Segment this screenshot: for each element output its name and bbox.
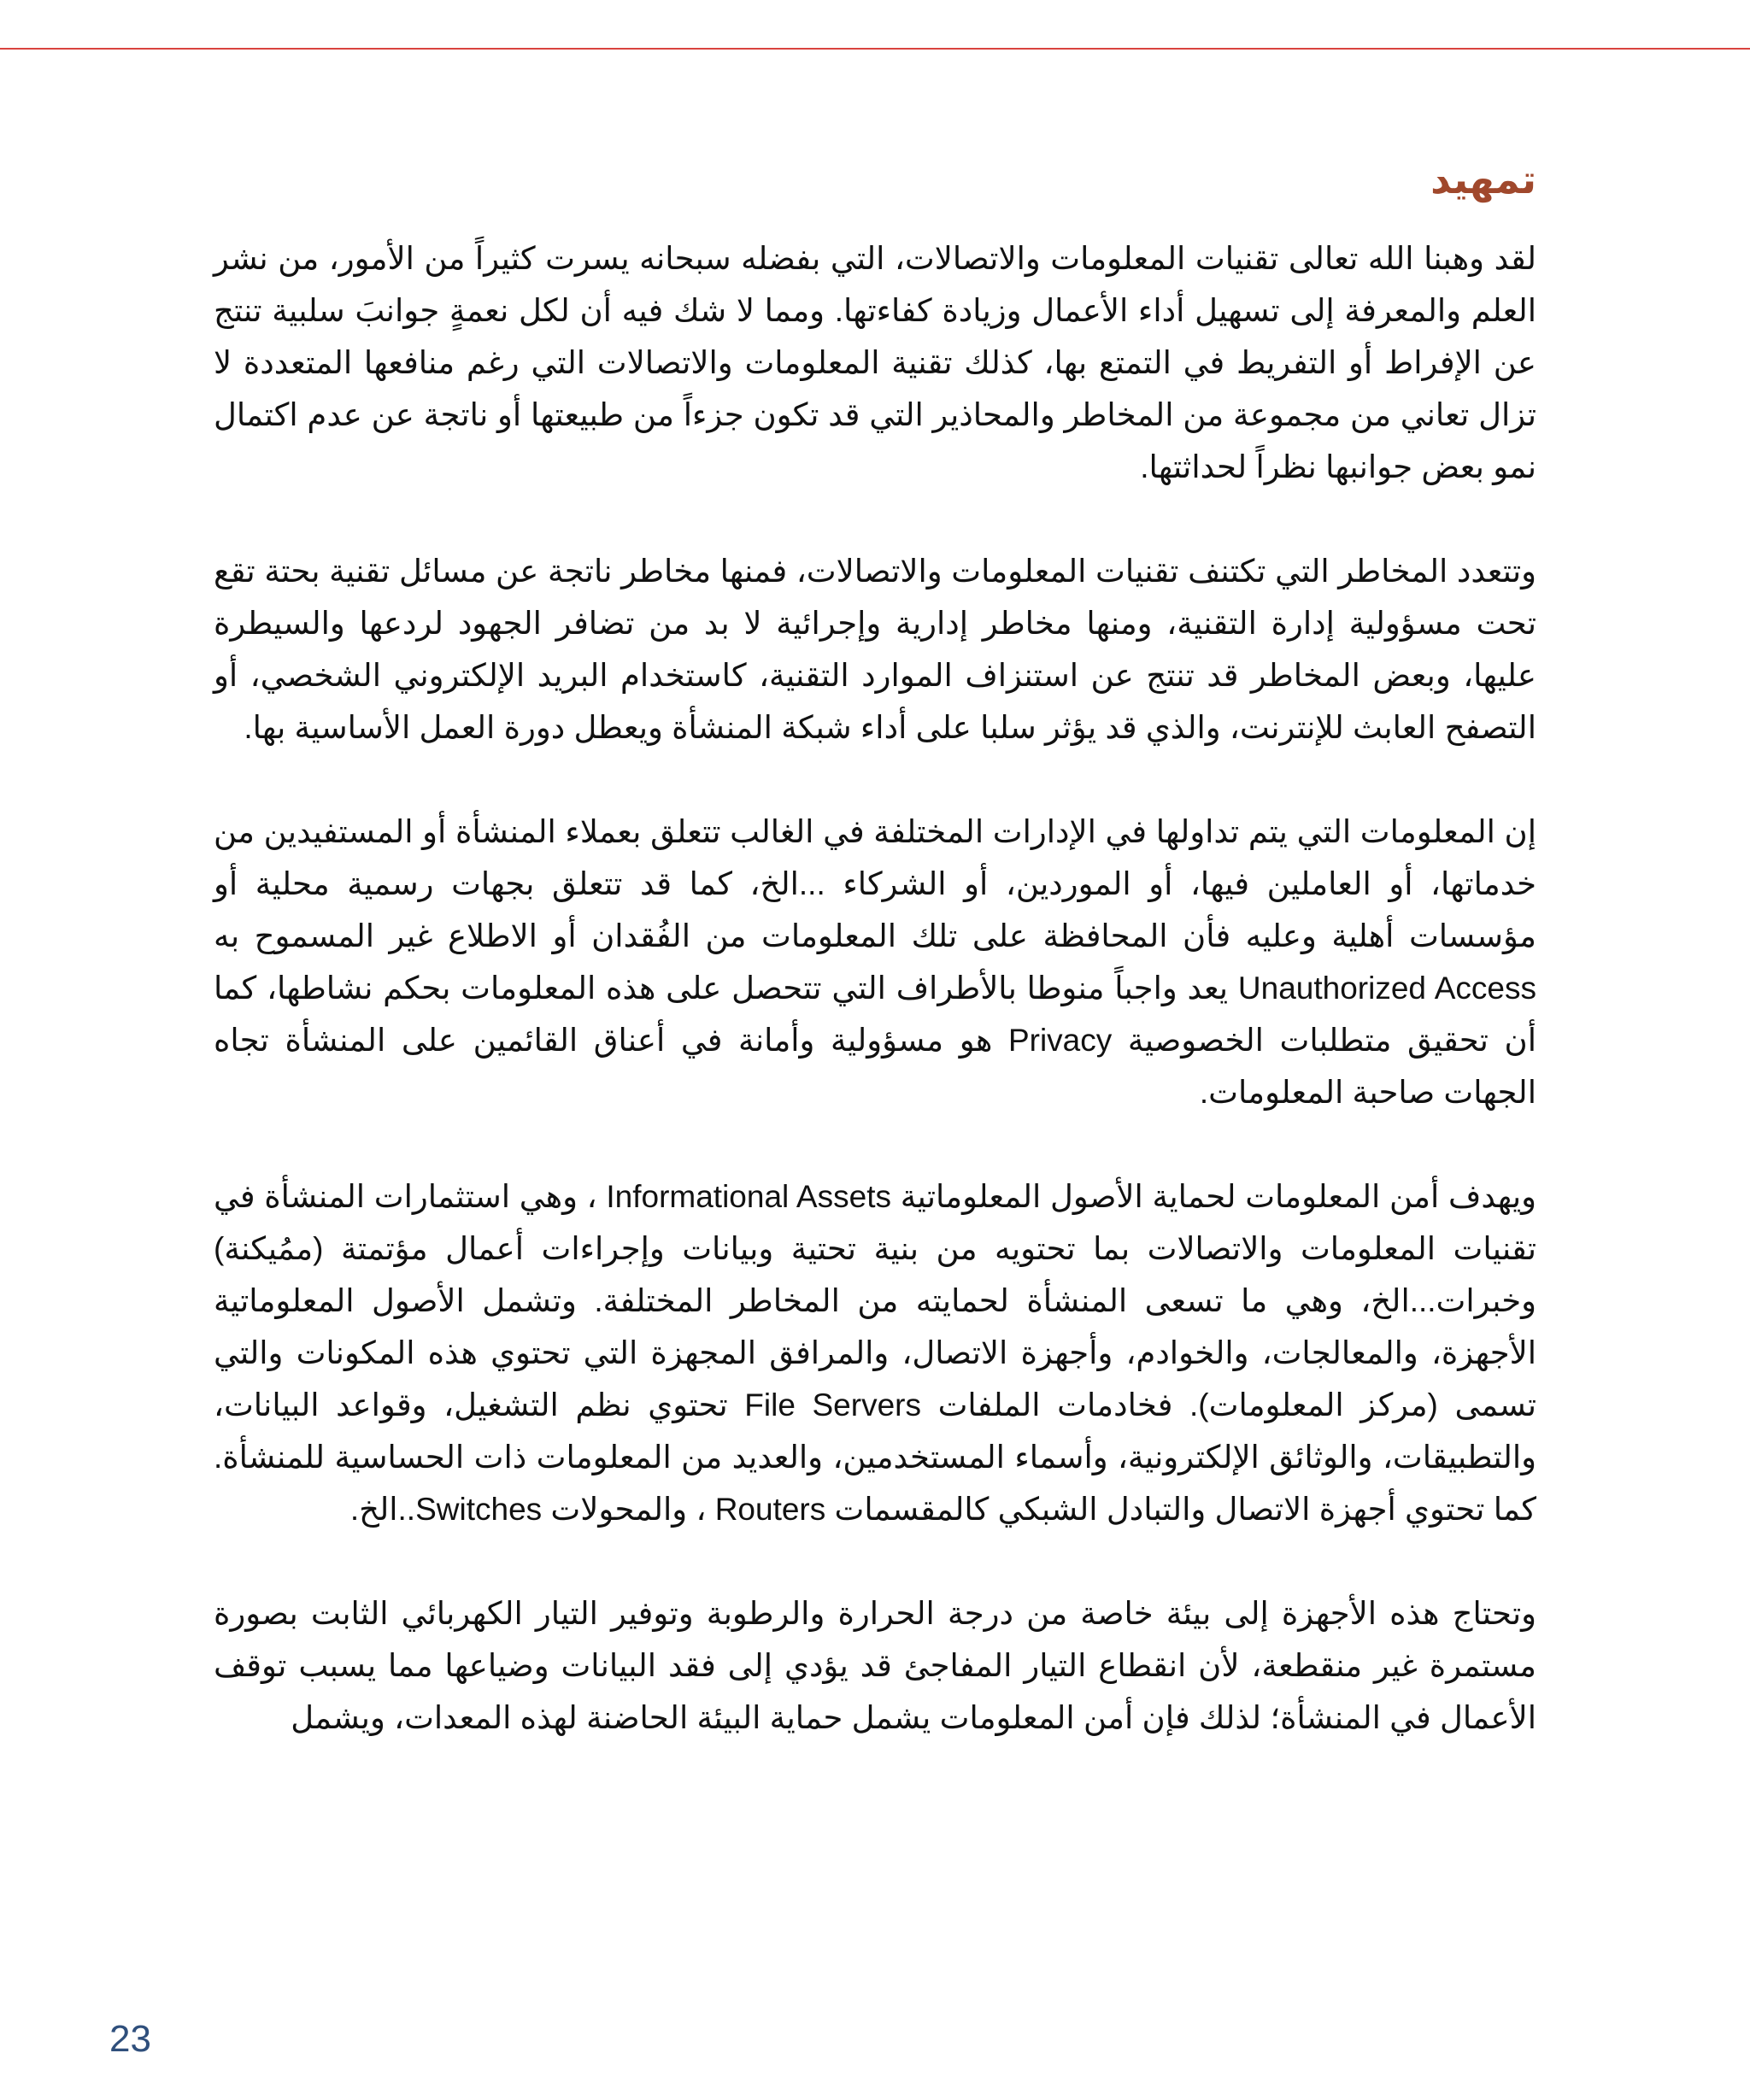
- paragraph-4: ويهدف أمن المعلومات لحماية الأصول المعلوماتية Informational Assets ، وهي استثمارات المنشأة في تقنيات المعلومات والاتصالات بما تحتويه من بنية تحتية وبيانات وإجراءات أعمال مؤتمتة (ممُيكنة) وخبرات...الخ، وهي ما تسعى المنشأة لحمايته من المخاطر المختلفة. وتشمل الأصول المعلوماتية الأجهزة، والمعالجات، والخوادم، وأجهزة الاتصال، والمرافق المجهزة التي تحتوي هذه المكونات والتي تسمى (مركز المعلومات). فخادمات الملفات File Servers تحتوي نظم التشغيل، وقواعد البيانات، والتطبيقات، والوثائق الإلكترونية، وأسماء المستخدمين، والعديد من المعلومات ذات الحساسية للمنشأة. كما تحتوي أجهزة الاتصال والتبادل الشبكي كالمقسمات Routers ، والمحولات Switches..الخ.: [214, 1179, 1536, 1527]
- page-content: [214, 145, 1536, 1744]
- paragraph-2: وتتعدد المخاطر التي تكتنف تقنيات المعلومات والاتصالات، فمنها مخاطر ناتجة عن مسائل تقنية بحتة تقع تحت مسؤولية إدارة التقنية، ومنها مخاطر إدارية وإجرائية لا بد من تضافر الجهود لردعها والسيطرة عليها، وبعض المخاطر قد تنتج عن استنزاف الموارد التقنية، كاستخدام البريد الإلكتروني الشخصي، أو التصفح العابث للإنترنت، والذي قد يؤثر سلبا على أداء شبكة المنشأة ويعطل دورة العمل الأساسية بها.: [214, 554, 1536, 745]
- page-number: 23: [109, 2018, 151, 2060]
- paragraph-5: وتحتاج هذه الأجهزة إلى بيئة خاصة من درجة الحرارة والرطوبة وتوفير التيار الكهربائي الثابت بصورة مستمرة غير منقطعة، لأن انقطاع التيار المفاجئ قد يؤدي إلى فقد البيانات وضياعها مما يسبب توقف الأعمال في المنشأة؛ لذلك فإن أمن المعلومات يشمل حماية البيئة الحاضنة لهذه المعدات، ويشمل: [214, 1596, 1536, 1735]
- section-heading: تمهيد: [1430, 156, 1536, 202]
- header-rule: [0, 48, 1750, 50]
- paragraph-3: إن المعلومات التي يتم تداولها في الإدارات المختلفة في الغالب تتعلق بعملاء المنشأة أو المستفيدين من خدماتها، أو العاملين فيها، أو الموردين، أو الشركاء ...الخ، كما قد تتعلق بجهات رسمية محلية أو مؤسسات أهلية وعليه فأن المحافظة على تلك المعلومات من الفُقدان أو الاطلاع غير المسموح به Unauthorized Access يعد واجباً منوطا بالأطراف التي تتحصل على هذه المعلومات بحكم نشاطها، كما أن تحقيق متطلبات الخصوصية Privacy هو مسؤولية وأمانة في أعناق القائمين على المنشأة تجاه الجهات صاحبة المعلومات.: [214, 814, 1536, 1110]
- paragraph-1: لقد وهبنا الله تعالى تقنيات المعلومات والاتصالات، التي بفضله سبحانه يسرت كثيراً من الأمور، من نشر العلم والمعرفة إلى تسهيل أداء الأعمال وزيادة كفاءتها. ومما لا شك فيه أن لكل نعمةٍ جوانبَ سلبية تنتج عن الإفراط أو التفريط في التمتع بها، كذلك تقنية المعلومات والاتصالات التي رغم منافعها المتعددة لا تزال تعاني من مجموعة من المخاطر والمحاذير التي قد تكون جزءاً من طبيعتها أو ناتجة عن عدم اكتمال نمو بعض جوانبها نظراً لحداثتها.: [214, 241, 1536, 484]
